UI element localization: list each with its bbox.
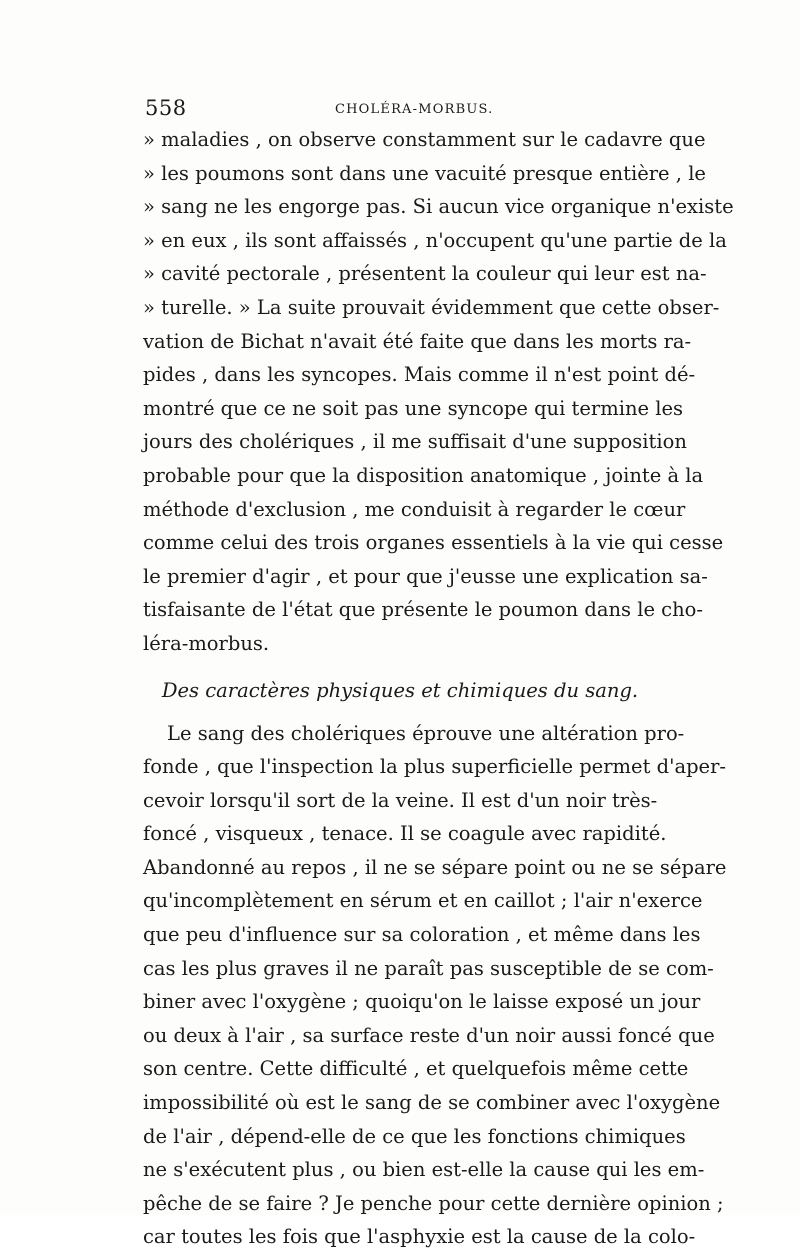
page-number: 558 (145, 96, 187, 120)
text-line: jours des cholériques , il me suffisait d'une supposition (143, 425, 657, 459)
text-line: le premier d'agir , et pour que j'eusse une explication sa- (143, 560, 657, 594)
text-line: foncé , visqueux , tenace. Il se coagule avec rapidité. (143, 817, 657, 851)
running-head (145, 96, 655, 122)
text-line: » maladies , on observe constamment sur le cadavre que (143, 123, 657, 157)
text-line: Abandonné au repos , il ne se sépare point ou ne se sépare (143, 851, 657, 885)
text-line: biner avec l'oxygène ; quoiqu'on le laisse exposé un jour (143, 985, 657, 1019)
text-line: vation de Bichat n'avait été faite que dans les morts ra- (143, 325, 657, 359)
section-heading: Des caractères physiques et chimiques du sang. (143, 671, 657, 711)
text-line: cas les plus graves il ne paraît pas susceptible de se com- (143, 952, 657, 986)
text-line: ou deux à l'air , sa surface reste d'un noir aussi foncé que (143, 1019, 657, 1053)
text-line: cevoir lorsqu'il sort de la veine. Il est d'un noir très- (143, 784, 657, 818)
text-line: son centre. Cette difficulté , et quelquefois même cette (143, 1052, 657, 1086)
text-line: car toutes les fois que l'asphyxie est la cause de la colo- (143, 1220, 657, 1254)
text-line: » les poumons sont dans une vacuité presque entière , le (143, 157, 657, 191)
text-line: pêche de se faire ? Je penche pour cette dernière opinion ; (143, 1187, 657, 1221)
text-line: » cavité pectorale , présentent la couleur qui leur est na- (143, 257, 657, 291)
text-line: que peu d'influence sur sa coloration , et même dans les (143, 918, 657, 952)
text-line: Le sang des cholériques éprouve une altération pro- (143, 717, 657, 751)
text-line: pides , dans les syncopes. Mais comme il n'est point dé- (143, 358, 657, 392)
text-line: impossibilité où est le sang de se combiner avec l'oxygène (143, 1086, 657, 1120)
text-line: fonde , que l'inspection la plus superficielle permet d'aper- (143, 750, 657, 784)
text-line: » turelle. » La suite prouvait évidemment que cette obser- (143, 291, 657, 325)
paragraph-blood-characteristics (143, 717, 657, 1254)
text-line: comme celui des trois organes essentiels à la vie qui cesse (143, 526, 657, 560)
text-line: léra-morbus. (143, 627, 657, 661)
page-body (143, 123, 657, 1254)
running-title: CHOLÉRA-MORBUS. (335, 102, 493, 117)
text-line: de l'air , dépend-elle de ce que les fonctions chimiques (143, 1120, 657, 1154)
text-line: ne s'exécutent plus , ou bien est-elle la cause qui les em- (143, 1153, 657, 1187)
text-line: tisfaisante de l'état que présente le poumon dans le cho- (143, 593, 657, 627)
text-line: probable pour que la disposition anatomique , jointe à la (143, 459, 657, 493)
text-line: montré que ce ne soit pas une syncope qui termine les (143, 392, 657, 426)
text-line: méthode d'exclusion , me conduisit à regarder le cœur (143, 493, 657, 527)
text-line: » en eux , ils sont affaissés , n'occupent qu'une partie de la (143, 224, 657, 258)
paragraph-continuation (143, 123, 657, 661)
text-line: qu'incomplètement en sérum et en caillot ; l'air n'exerce (143, 884, 657, 918)
text-line: » sang ne les engorge pas. Si aucun vice organique n'existe (143, 190, 657, 224)
